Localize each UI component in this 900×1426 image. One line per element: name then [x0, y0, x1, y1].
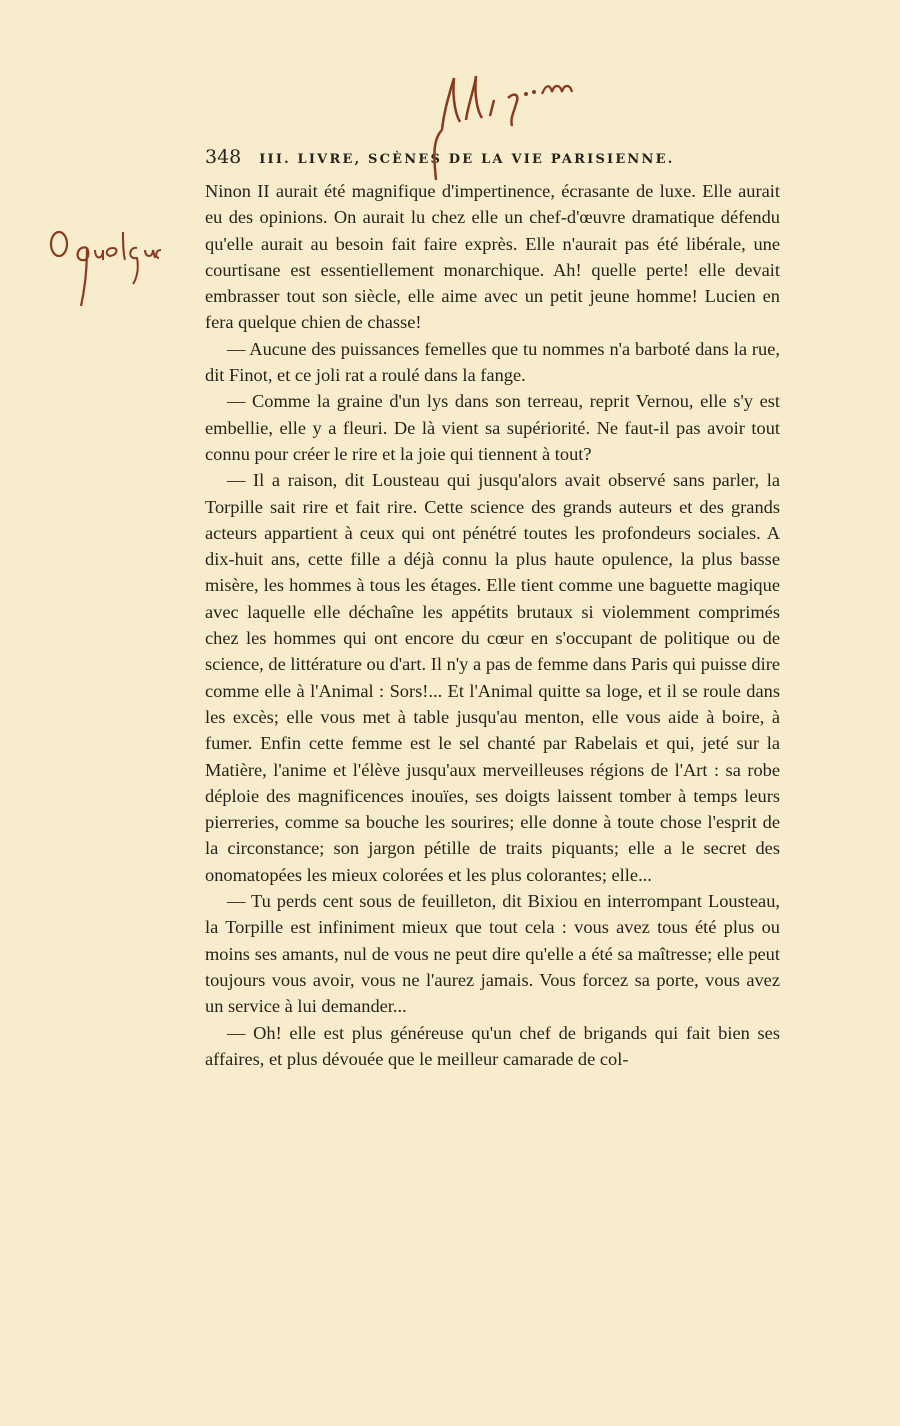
body-text — [205, 178, 780, 1072]
handwritten-annotation-margin — [45, 228, 165, 328]
handwritten-annotation-top — [430, 70, 590, 190]
paragraph: — Aucune des puissances femelles que tu nommes n'a barboté dans la rue, dit Finot, et ce joli rat a roulé dans la fange. — [205, 338, 780, 386]
page-number: 348 — [205, 146, 242, 168]
running-title: III. LIVRE, SCÈNES DE LA VIE PARISIENNE. — [259, 152, 675, 167]
paragraph: Ninon II aurait été magnifique d'impertinence, écrasante de luxe. Elle aurait eu des opinions. On aurait lu chez elle un chef-d'œuvre dramatique défendu qu'elle aurait au besoin fait faire exprès. Elle n'aurait pas été libérale, une courtisane est essentiellement monarchique. Ah! quelle perte! elle devait embrasser tout son siècle, elle aime avec un petit jeune homme! Lucien en fera quelque chien de chasse! — [205, 181, 780, 333]
paragraph: — Tu perds cent sous de feuilleton, dit Bixiou en interrompant Lousteau, la Torpille est infiniment mieux que tout cela : vous avez tous été plus ou moins ses amants, nul de vous ne peut dire qu'elle a été sa maîtresse; elle peut toujours vous avoir, vous ne l'aurez jamais. Vous forcez sa porte, vous avez un service à lui demander... — [205, 891, 780, 1017]
paragraph: — Oh! elle est plus généreuse qu'un chef de brigands qui fait bien ses affaires, et plus dévouée que le meilleur camarade de col- — [205, 1022, 780, 1069]
paragraph: — Il a raison, dit Lousteau qui jusqu'alors avait observé sans parler, la Torpille sait rire et fait rire. Cette science des grands auteurs et des grands acteurs appartient à ceux qui ont pénétré toutes les profondeurs sociales. A dix-huit ans, cette fille a déjà connu la plus haute opulence, la plus basse misère, les hommes à tous les étages. Elle tient comme une baguette magique avec laquelle elle déchaîne les appétits brutaux si violemment comprimés chez les hommes qui ont encore du cœur en s'occupant de politique ou de science, de littérature ou d'art. Il n'y a pas de femme dans Paris qui puisse dire comme elle à l'Animal : Sors!... Et l'Animal quitte sa loge, et il se roule dans les excès; elle vous met à table jusqu'au menton, elle vous aide à boire, à fumer. Enfin cette femme est le sel chanté par Rabelais et qui, jeté sur la Matière, l'anime et l'élève jusqu'aux merveilleuses régions de l'Art : sa robe déploie des magnificences inouïes, ses doigts laissent tomber à temps leurs pierreries, comme sa bouche les sourires; elle donne à toute chose l'esprit de la circonstance; son jargon pétille de traits piquants; elle a le secret des onomatopées les mieux colorées et les plus colorantes; elle... — [205, 470, 780, 885]
paragraph: — Comme la graine d'un lys dans son terreau, reprit Vernou, elle s'y est embellie, elle y a fleuri. De là vient sa supériorité. Ne faut-il pas avoir tout connu pour créer le rire et la joie qui tiennent à tout? — [205, 391, 780, 464]
